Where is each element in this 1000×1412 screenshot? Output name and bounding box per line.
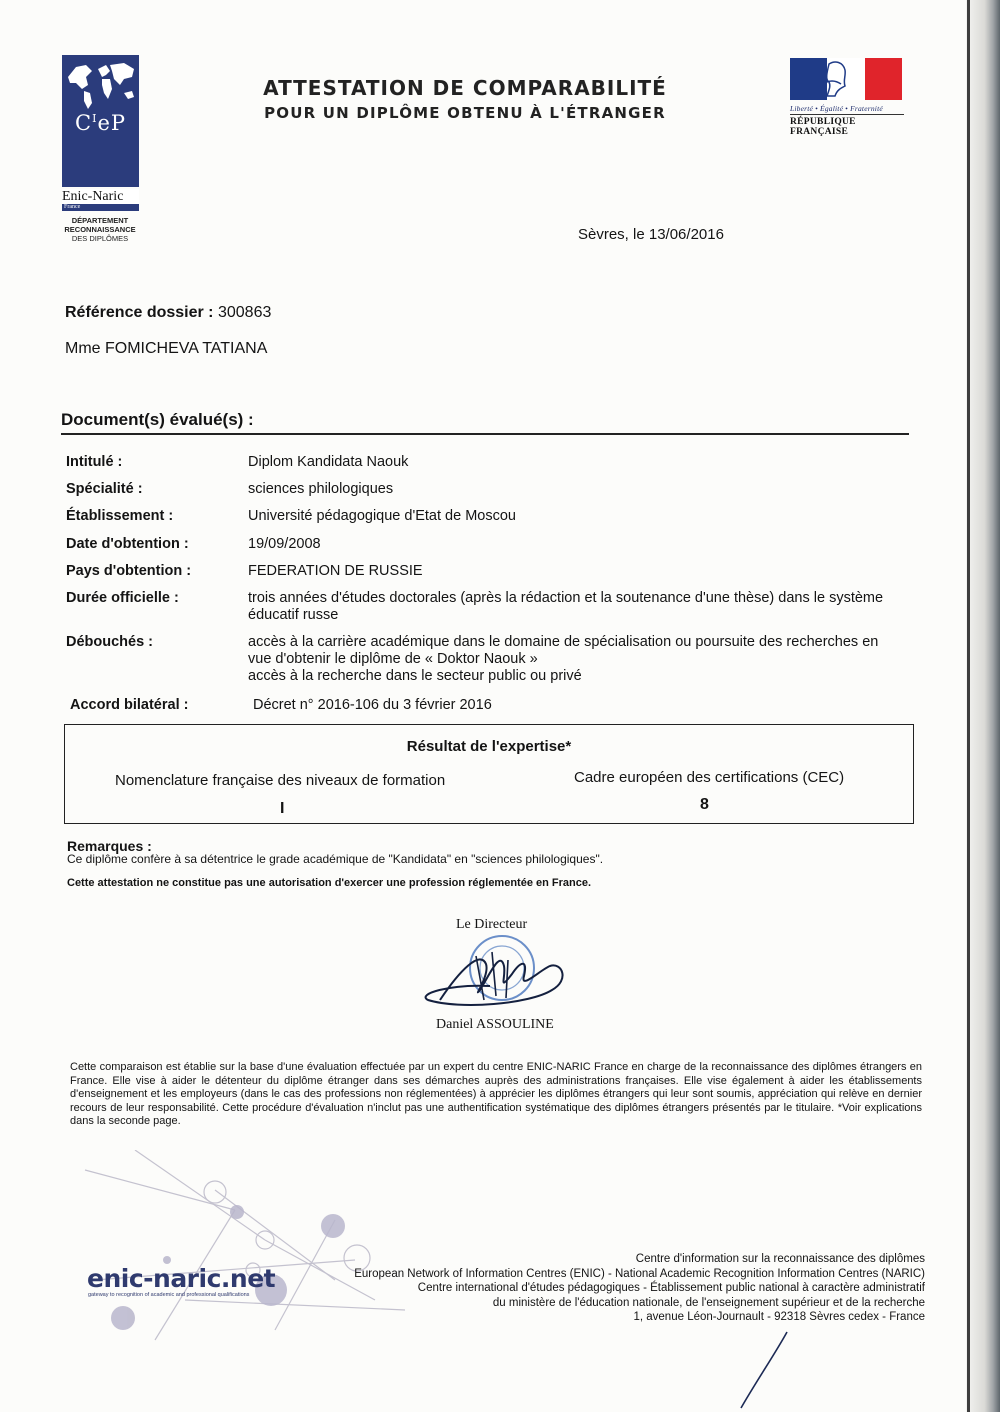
footer-line: 1, avenue Léon-Journault - 92318 Sèvres cedex - France: [633, 1311, 925, 1323]
field-label: Établissement :: [66, 508, 174, 524]
flag-icon: [790, 58, 902, 100]
republique-francaise-logo: [790, 58, 908, 137]
title-line-2: POUR UN DIPLÔME OBTENU À L'ÉTRANGER: [264, 104, 666, 122]
documents-heading: Document(s) évalué(s) :: [61, 410, 254, 429]
holder-name: Mme FOMICHEVA TATIANA: [65, 340, 268, 357]
field-value: 19/09/2008: [248, 536, 321, 552]
place-date: Sèvres, le 13/06/2016: [578, 226, 724, 243]
field-label: Spécialité :: [66, 481, 143, 497]
expertise-result-box: [64, 724, 914, 824]
footer-line: Centre d'information sur la reconnaissance des diplômes: [635, 1253, 925, 1265]
title-line-1: ATTESTATION DE COMPARABILITÉ: [263, 76, 667, 100]
result-title: Résultat de l'expertise*: [406, 738, 572, 755]
remarks-text: Ce diplôme confère à sa détentrice le grade académique de "Kandidata" en "sciences philologiques".: [67, 852, 604, 866]
scan-edge-shadow: [966, 0, 1000, 1412]
enic-naric-net-tagline: gateway to recognition of academic and professional qualifications: [88, 1292, 250, 1298]
section-divider: [61, 433, 909, 435]
dossier-number: 300863: [217, 304, 272, 321]
enic-naric-label: Enic-Naric France: [62, 189, 139, 211]
cec-level-value: 8: [700, 796, 709, 813]
marianne-icon: [819, 58, 857, 100]
republic-name: RÉPUBLIQUE FRANÇAISE: [790, 114, 904, 137]
ciep-wordmark: $C^IeP$: [75, 111, 126, 135]
field-label: Durée officielle :: [66, 590, 179, 606]
signature-stamp: [420, 930, 580, 1020]
footer-address: [305, 1252, 925, 1325]
footer-line: du ministère de l'éducation nationale, de l'enseignement supérieur et de la recherche: [492, 1296, 925, 1309]
department-label: DÉPARTEMENT RECONNAISSANCE DES DIPLÔMES: [64, 216, 136, 243]
field-value: Diplom Kandidata Naouk: [248, 454, 409, 470]
signatory-name: Daniel ASSOULINE: [436, 1017, 554, 1032]
document-title: [215, 76, 715, 122]
signatory-title: Le Directeur: [456, 917, 528, 932]
regulated-profession-notice: Cette attestation ne constitue pas une autorisation d'exercer une profession réglementée en France.: [67, 877, 592, 889]
world-map-icon: [62, 55, 139, 111]
french-level-value: I: [280, 800, 285, 817]
footer-line: Centre international d'études pédagogiques - Établissement public national à caractère administratif: [417, 1282, 925, 1294]
enic-naric-net-logo: enic-naric.net: [87, 1264, 276, 1293]
republic-motto: Liberté • Égalité • Fraternité: [790, 104, 883, 113]
french-level-label: Nomenclature française des niveaux de formation: [115, 772, 446, 789]
field-value: accès à la carrière académique dans le domaine de spécialisation ou poursuite des recherches en vue d'obtenir le diplôme de « Doktor Naouk » accès à la recherche dans le secteur public ou privé: [248, 634, 879, 684]
scan-edge-line: [967, 0, 970, 1412]
footer-line: European Network of Information Centres (ENIC) - National Academic Recognition Information Centres (NARIC): [354, 1267, 925, 1280]
field-value: Décret n° 2016-106 du 3 février 2016: [253, 697, 492, 713]
pen-stroke-mark: [735, 1330, 795, 1412]
field-value: Université pédagogique d'Etat de Moscou: [248, 508, 516, 524]
ciep-logo: [62, 55, 139, 205]
field-label: Intitulé :: [66, 454, 123, 470]
remarks-heading: Remarques :: [67, 838, 152, 854]
field-value: sciences philologiques: [248, 481, 394, 497]
field-label: Date d'obtention :: [66, 536, 189, 552]
cec-level-label: Cadre européen des certifications (CEC): [574, 769, 845, 786]
field-value: FEDERATION DE RUSSIE: [248, 563, 423, 579]
dossier-label: Référence dossier :: [65, 304, 214, 321]
dossier-reference: [65, 304, 271, 322]
field-label: Débouchés :: [66, 634, 154, 650]
field-label: Pays d'obtention :: [66, 563, 192, 579]
field-label: Accord bilatéral :: [70, 697, 189, 713]
field-value: trois années d'études doctorales (après la rédaction et la soutenance d'une thèse) dans le système éducatif russe: [248, 590, 884, 623]
disclaimer-text: Cette comparaison est établie sur la base d'une évaluation effectuée par un expert du centre ENIC-NARIC France en charge de la reconnaissance des diplômes étrangers en France. Elle vise à aider le détenteur du diplôme étranger dans ses démarches auprès des administrations françaises. Elle vise également à aider les établissements d'enseignement et les employeurs (dans le cas des professions non réglementées) à apprécier les diplômes étrangers qui leur sont soumis, appréciation qui relève en dernier recours de leur responsabilité. Cette procédure d'évaluation n'inclut pas une authentification systématique des diplômes étrangers présentés par le titulaire. *Voir explications dans la seconde page.: [70, 1061, 922, 1127]
